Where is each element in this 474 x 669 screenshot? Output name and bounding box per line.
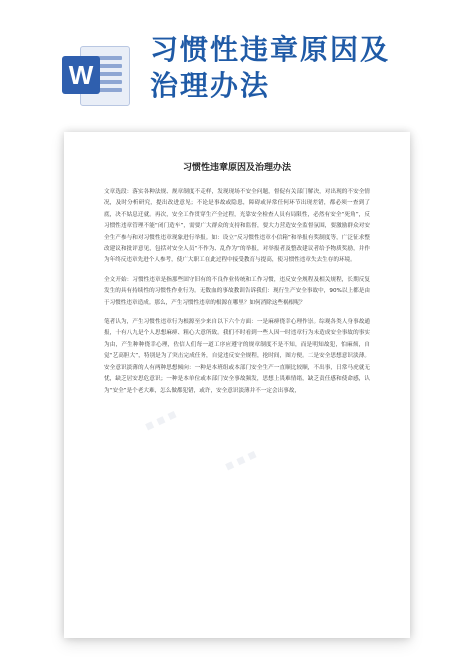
document-page xyxy=(64,132,410,638)
page-title-line1: 习惯性违章原因及 xyxy=(150,33,391,66)
document-body xyxy=(104,150,370,405)
paragraph-analysis: 笔者认为，产生习惯性违章行为根源至少来自以下六个方面：一是麻痹侥幸心理作崇。综观各类人身事故通报，十有八九是个人思想麻痹、粗心大意所致。我们不时看到一些人因一时违章行为未造成安全事故的事实为由，产生种种侥幸心理，佐信人们每一道工序应遵守的规章制度不是不知，而是明知故犯，怕麻烦，自觉“艺高胆大”，特别是为了突击完成任务，自觉违反安全规程，抢时间，图方便。二是安全思想意识淡薄。安全意识淡薄的人有两种思想倾向：一种是本班组或本部门安全生产一直顺比较顺，不出事，日常马虎就无忧，缺乏居安思危意识；一种是本单位或本部门安全事故频发，思想上畏难情绪，缺乏责任感和使命感，认为“安全”是个老大难，怎么做都犯错，或许，安全意识淡薄并不一定会出事故， xyxy=(104,319,370,394)
word-document-icon xyxy=(62,42,130,108)
watermark-mark: ■ ■ ■ xyxy=(222,445,259,475)
page-title xyxy=(150,32,450,104)
paragraph-intro: 全文开始：习惯性违章是指那些固守旧有的不良作业传统和工作习惯，违反安全规程及相关规程，长期反复发生的具有持续性的习惯性作业行为。无数血的事故教训告诉我们：现行生产安全事故中，90%以上都是由于习惯性违章造成。那么，产生习惯性违章的根源在哪里？如何消除这些祸根呢？ xyxy=(104,276,370,306)
paragraph-excerpt: 文章选段：落实各种法规、规章制度不走样，发现现场不安全问题，督促有关部门解决，对出现的不安全情况，及时分析研究，提出改进意见；不论是事故或隐患，障碍或异常任何环节出现差错，都必须一查到了底，决不姑息迁就。再次，安全工作贯穿生产全过程，光靠安全检查人员有局限性，必然有安全“死角”，反习惯性违章管理不能“闭门造车”，需要广大群众的支持和监督，要大力营造安全监督氛围，要激励群众对安全生产参与和对习惯性违章现象进行举报。如：设立“反习惯性违章小信箱”和举报有奖制度等，广泛征求整改建议和批评意见，包括对安全人员“不作为、乱作为”的举报，对举报者及整改建议者给予物质奖励，并作为年终反违章先进个人参考，使广大职工在此过程中接受教育与提高，使习惯性违章失去生存的环境。 xyxy=(104,189,370,264)
watermark-mark: ■ ■ ■ xyxy=(142,405,179,435)
document-header xyxy=(0,0,474,128)
word-w-tile: W xyxy=(62,56,100,94)
page-title-line2: 治理办法 xyxy=(150,69,271,102)
document-title: 习惯性违章原因及治理办法 xyxy=(182,163,291,173)
